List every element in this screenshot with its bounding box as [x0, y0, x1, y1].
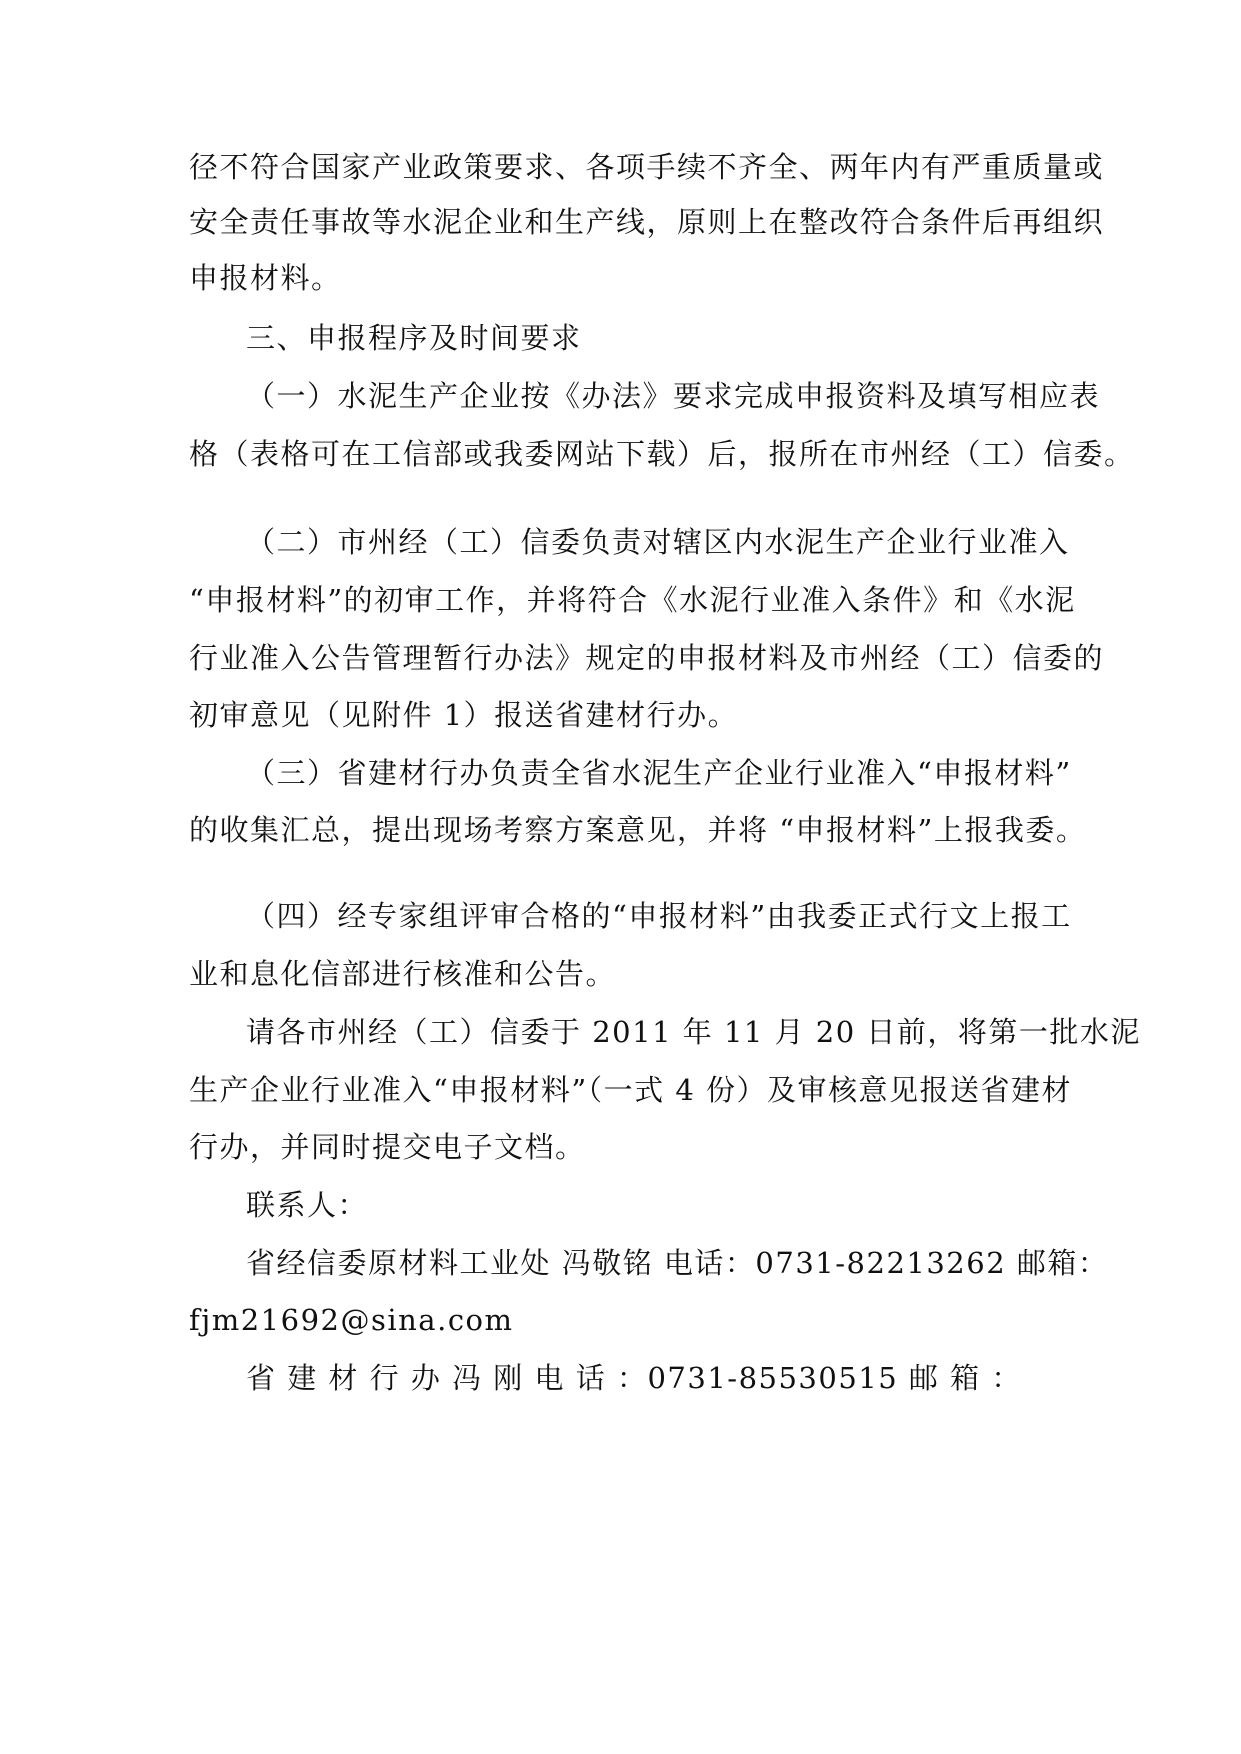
paragraph-line: （四）经专家组评审合格的“申报材料”由我委正式行文上报工 [246, 899, 1072, 933]
paragraph-line: （一）水泥生产企业按《办法》要求完成申报资料及填写相应表 [246, 379, 1101, 413]
paragraph-line: “申报材料”的初审工作，并将符合《水泥行业准入条件》和《水泥 [189, 583, 1076, 617]
paragraph-line: 业和息化信部进行核准和公告。 [189, 957, 617, 991]
paragraph-line: （三）省建材行办负责全省水泥生产企业行业准入“申报材料” [246, 756, 1072, 790]
paragraph-line: 请各市州经（工）信委于 2011 年 11 月 20 日前，将第一批水泥 [246, 1015, 1141, 1049]
paragraph-line: 申报材料。 [189, 261, 342, 295]
paragraph-line: 径不符合国家产业政策要求、各项手续不齐全、两年内有严重质量或 [189, 150, 1105, 184]
paragraph-line: 安全责任事故等水泥企业和生产线，原则上在整改符合条件后再组织 [189, 205, 1105, 239]
paragraph-line: 生产企业行业准入“申报材料”（一式 4 份）及审核意见报送省建材 [189, 1073, 1073, 1107]
paragraph-line: （二）市州经（工）信委负责对辖区内水泥生产企业行业准入 [246, 525, 1070, 559]
contact-email: fjm21692@sina.com [189, 1303, 514, 1337]
paragraph-line: 行办，并同时提交电子文档。 [189, 1130, 586, 1164]
paragraph-line: 格（表格可在工信部或我委网站下载）后，报所在市州经（工）信委。 [189, 437, 1135, 471]
contact-heading: 联系人： [246, 1188, 369, 1222]
contact-line: 省 建 材 行 办 冯 刚 电 话 ：0731-85530515 邮 箱 ： [246, 1361, 1022, 1395]
paragraph-line: 初审意见（见附件 1）报送省建材行办。 [189, 698, 739, 732]
paragraph-line: 行业准入公告管理暂行办法》规定的申报材料及市州经（工）信委的 [189, 641, 1105, 675]
section-heading: 三、申报程序及时间要求 [246, 321, 582, 355]
paragraph-line: 的收集汇总，提出现场考察方案意见，并将 “申报材料”上报我委。 [189, 813, 1087, 847]
contact-line: 省经信委原材料工业处 冯敬铭 电话：0731-82213262 邮箱： [246, 1246, 1109, 1280]
